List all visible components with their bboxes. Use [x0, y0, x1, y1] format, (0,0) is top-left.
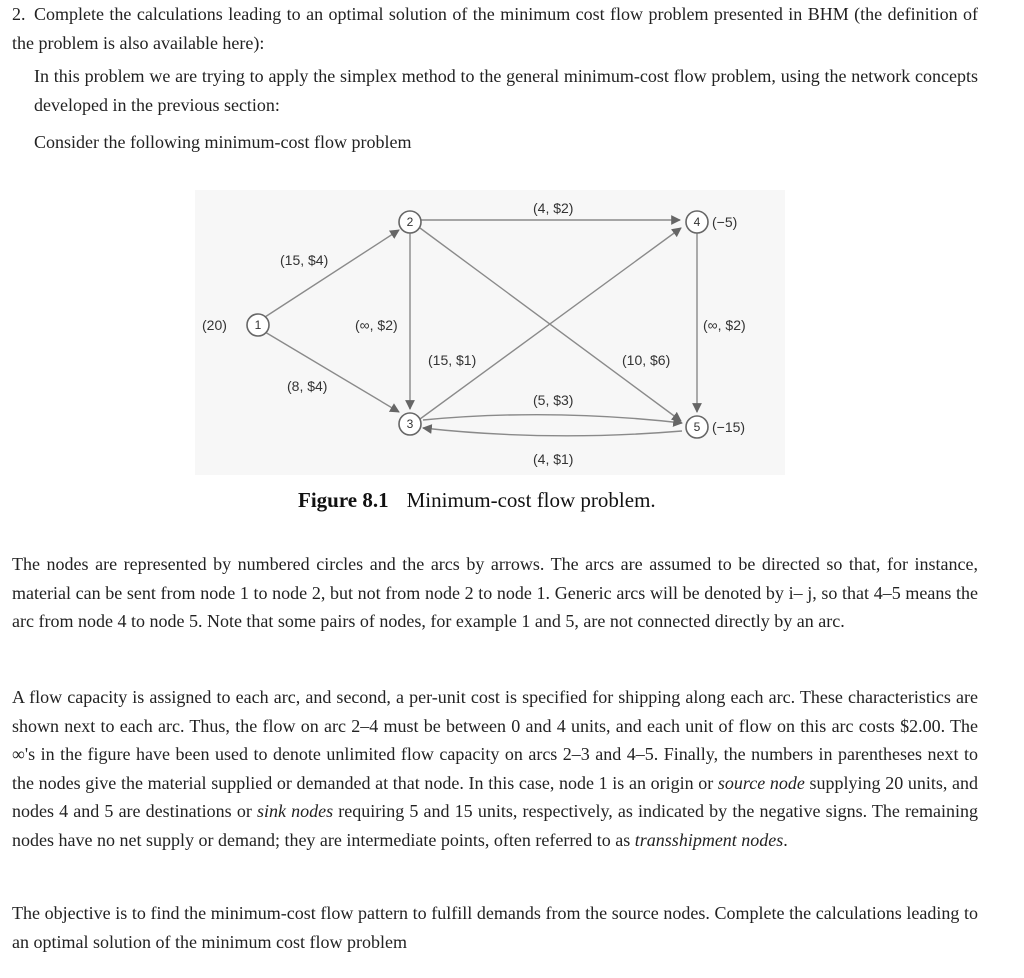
node-5-supply: (−15) [712, 419, 746, 435]
network-diagram [195, 190, 785, 475]
node-2-id: 2 [406, 215, 414, 229]
term-transshipment-nodes: transshipment nodes [634, 829, 784, 850]
arc-2-3-label: (∞, $2) [355, 317, 398, 333]
node-4-supply: (−5) [712, 214, 738, 230]
arc-2-5-label: (10, $6) [622, 352, 671, 368]
body-paragraph-2-part-c: requiring 5 and 15 units, respectively, as indicated by the negative signs. The remaining nodes have no net supply or demand; they are intermediate points, often referred to as [12, 801, 979, 850]
arc-1-2-label: (15, $4) [280, 252, 329, 268]
arc-3-4-label: (15, $1) [428, 352, 477, 368]
body-paragraph-2-part-a: A flow capacity is assigned to each arc, and second, a per-unit cost is specified for shipping along each arc. These characteristics are shown next to each arc. Thus, the flow on arc 2–4 must be between 0 and 4 units, and each unit of flow on this arc costs $2.00. The ∞'s in the figure have been used to denote unlimited flow capacity on arcs 2–3 and 4–5. Finally, the numbers in parentheses next to the nodes give the material supplied or demanded at that node. In this case, node 1 is an origin or [12, 687, 978, 793]
node-1-id: 1 [254, 318, 262, 332]
body-paragraph-1: The nodes are represented by numbered circles and the arcs by arrows. The arcs are assumed to be directed so that, for instance, material can be sent from node 1 to node 2, but not from node 2 to node 1. Generic arcs will be denoted by i– j, so that 4–5 means the arc from node 4 to node 5. Note that some pairs of nodes, for example 1 and 5, are not connected directly by an arc. [12, 554, 978, 631]
figure-caption-number: Figure 8.1 [298, 488, 389, 512]
body-paragraph-3: The objective is to find the minimum-cost flow pattern to fulfill demands from the source nodes. Complete the calculations leading to an optimal solution of the minimum cost flow problem [12, 903, 978, 952]
node-4-id: 4 [693, 215, 701, 229]
network-figure [195, 190, 785, 475]
node-3-id: 3 [406, 417, 414, 431]
term-source-node: source node [717, 772, 805, 793]
body-paragraph-2-part-b: supplying 20 units, and nodes 4 and 5 are destinations or [12, 772, 978, 821]
question-paragraph [12, 0, 978, 57]
node-5-id: 5 [693, 420, 701, 434]
arc-4-5-label: (∞, $2) [703, 317, 746, 333]
intro-paragraph-1: In this problem we are trying to apply the simplex method to the general minimum-cost flow problem, using the network concepts developed in the previous section: [34, 66, 978, 115]
body-paragraph-2 [12, 683, 978, 854]
question-number: 2. [12, 4, 26, 24]
intro-paragraph-2: Consider the following minimum-cost flow problem [34, 132, 412, 152]
figure-caption [298, 488, 656, 513]
arc-3-5-label: (5, $3) [533, 392, 574, 408]
arc-2-4-label: (4, $2) [533, 200, 574, 216]
arc-1-3-label: (8, $4) [287, 378, 328, 394]
figure-caption-text: Minimum-cost flow problem. [406, 488, 656, 512]
node-1-supply: (20) [202, 317, 227, 333]
question-text: Complete the calculations leading to an optimal solution of the minimum cost flow problem presented in BHM (the definition of the problem is also available here): [12, 4, 978, 53]
term-sink-nodes: sink nodes [256, 801, 334, 821]
body-paragraph-2-end: . [783, 829, 788, 850]
arc-5-3-label: (4, $1) [533, 451, 574, 467]
